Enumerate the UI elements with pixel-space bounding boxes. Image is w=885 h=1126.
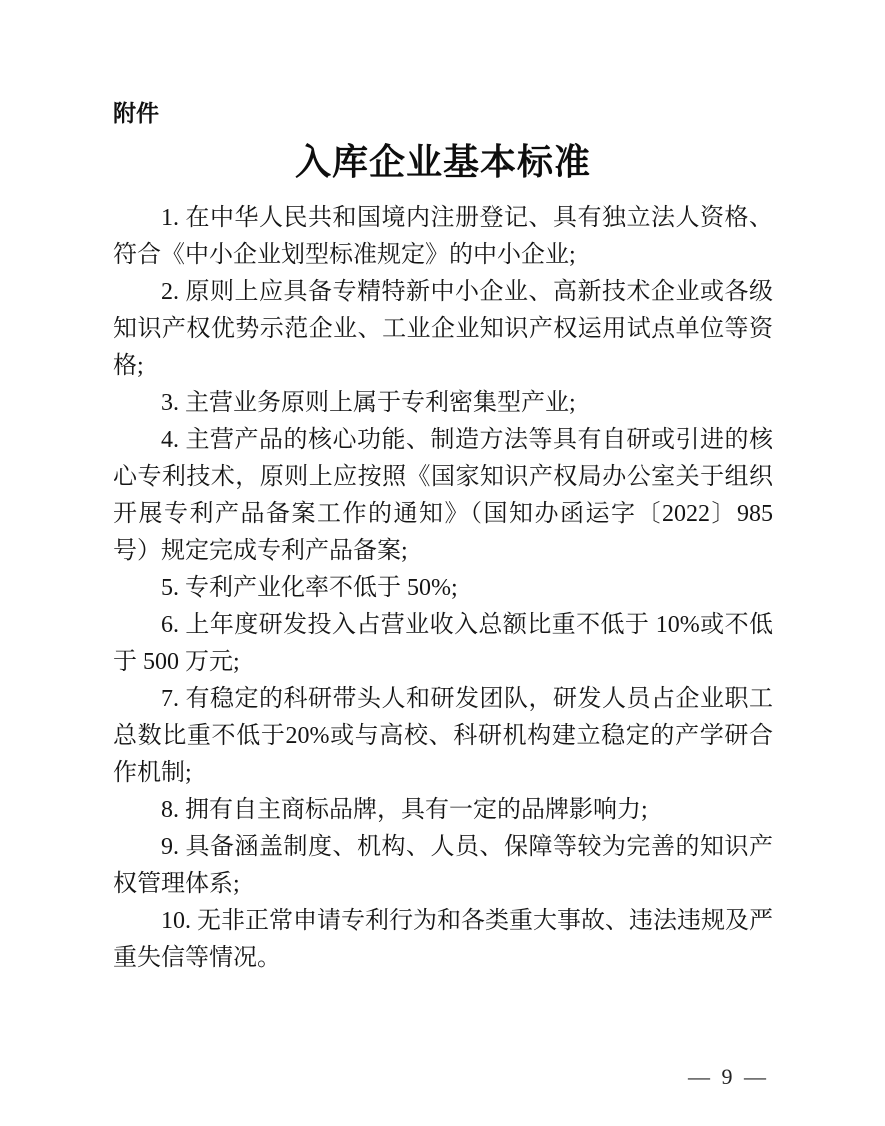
page-title: 入库企业基本标准 (294, 142, 591, 182)
standard-item-8: 8. 拥有自主商标品牌，具有一定的品牌影响力; (161, 797, 648, 823)
standard-item-2: 2. 原则上应具备专精特新中小企业、高新技术企业或各级知识产权优势示范企业、工业企业知识产权运用试点单位等资格; (113, 279, 773, 379)
standard-item-10: 10. 无非正常申请专利行为和各类重大事故、违法违规及严重失信等情况。 (113, 908, 773, 971)
document-page (113, 100, 773, 977)
standards-list (113, 200, 773, 977)
attachment-label: 附件 (113, 100, 159, 126)
standard-item-9: 9. 具备涵盖制度、机构、人员、保障等较为完善的知识产权管理体系; (113, 834, 773, 897)
standard-item-7: 7. 有稳定的科研带头人和研发团队，研发人员占企业职工总数比重不低于20%或与高校、科研机构建立稳定的产学研合作机制; (113, 686, 773, 786)
standard-item-5: 5. 专利产业化率不低于 50%; (161, 575, 458, 601)
standard-item-3: 3. 主营业务原则上属于专利密集型产业; (161, 390, 576, 416)
page-number: — 9 — (688, 1064, 769, 1089)
standard-item-4: 4. 主营产品的核心功能、制造方法等具有自研或引进的核心专利技术，原则上应按照《国家知识产权局办公室关于组织开展专利产品备案工作的通知》（国知办函运字〔2022〕985 号）规定完成专利产品备案; (113, 427, 773, 564)
standard-item-6: 6. 上年度研发投入占营业收入总额比重不低于 10%或不低于 500 万元; (113, 612, 773, 675)
standard-item-1: 1. 在中华人民共和国境内注册登记、具有独立法人资格、符合《中小企业划型标准规定》的中小企业; (113, 205, 773, 268)
